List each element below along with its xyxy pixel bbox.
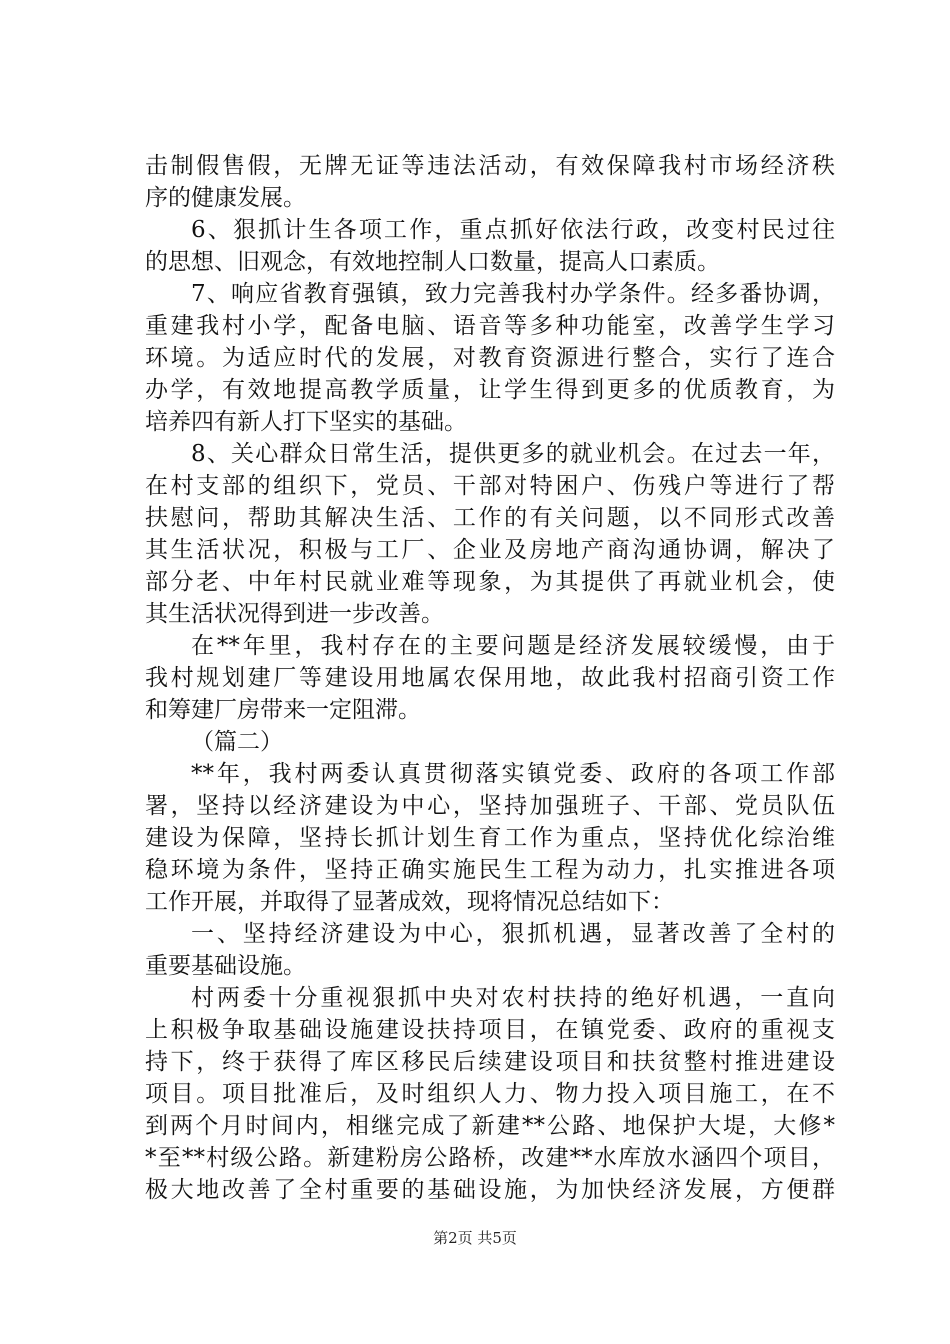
page-number-footer: 第2页 共5页 <box>433 1229 517 1247</box>
text-line: 重建我村小学，配备电脑、语音等多种功能室，改善学生学习 <box>145 313 835 339</box>
text-line: 扶慰问，帮助其解决生活、工作的有关问题，以不同形式改善 <box>145 505 835 531</box>
text-line: 建设为保障，坚持长抓计划生育工作为重点，坚持优化综治维 <box>145 825 835 851</box>
text-line: 环境。为适应时代的发展，对教育资源进行整合，实行了连合 <box>145 345 835 371</box>
text-line: 7、响应省教育强镇，致力完善我村办学条件。经多番协调， <box>191 281 835 307</box>
text-line: （篇二） <box>191 729 283 755</box>
text-line: 6、狠抓计生各项工作，重点抓好依法行政，改变村民过往 <box>191 217 835 243</box>
text-line: 序的健康发展。 <box>145 185 306 211</box>
text-line: 击制假售假，无牌无证等违法活动，有效保障我村市场经济秩 <box>145 153 835 179</box>
text-line: 的思想、旧观念，有效地控制人口数量，提高人口素质。 <box>145 249 720 275</box>
text-line: 其生活状况得到进一步改善。 <box>145 601 444 627</box>
text-line: 署，坚持以经济建设为中心，坚持加强班子、干部、党员队伍 <box>145 793 835 819</box>
text-line: 在村支部的组织下，党员、干部对特困户、伤残户等进行了帮 <box>145 473 835 499</box>
text-line: 稳环境为条件，坚持正确实施民生工程为动力，扎实推进各项 <box>145 857 835 883</box>
text-line: 到两个月时间内，相继完成了新建**公路、地保护大堤，大修* <box>145 1113 835 1139</box>
text-line: 其生活状况，积极与工厂、企业及房地产商沟通协调，解决了 <box>145 537 835 563</box>
text-line: 项目。项目批准后，及时组织人力、物力投入项目施工，在不 <box>145 1081 835 1107</box>
text-line: 部分老、中年村民就业难等现象，为其提供了再就业机会，使 <box>145 569 835 595</box>
text-line: 一、坚持经济建设为中心，狠抓机遇，显著改善了全村的 <box>191 921 835 947</box>
text-line: 8、关心群众日常生活，提供更多的就业机会。在过去一年， <box>191 441 835 467</box>
document-body <box>145 150 835 1206</box>
text-line: 工作开展，并取得了显著成效，现将情况总结如下： <box>145 889 674 915</box>
text-line: 重要基础设施。 <box>145 953 306 979</box>
text-line: **年，我村两委认真贯彻落实镇党委、政府的各项工作部 <box>191 761 835 787</box>
text-line: 培养四有新人打下坚实的基础。 <box>145 409 467 435</box>
text-line: 极大地改善了全村重要的基础设施，为加快经济发展，方便群 <box>145 1177 835 1203</box>
text-line: 村两委十分重视狠抓中央对农村扶持的绝好机遇，一直向 <box>191 985 835 1011</box>
text-line: 我村规划建厂等建设用地属农保用地，故此我村招商引资工作 <box>145 665 835 691</box>
text-line: 办学，有效地提高教学质量，让学生得到更多的优质教育，为 <box>145 377 835 403</box>
text-line: 和筹建厂房带来一定阻滞。 <box>145 697 421 723</box>
text-line: 上积极争取基础设施建设扶持项目，在镇党委、政府的重视支 <box>145 1017 835 1043</box>
text-line: 持下，终于获得了库区移民后续建设项目和扶贫整村推进建设 <box>145 1049 835 1075</box>
text-line: 在**年里，我村存在的主要问题是经济发展较缓慢，由于 <box>191 633 835 659</box>
text-line: *至**村级公路。新建粉房公路桥，改建**水库放水涵四个项目， <box>145 1145 835 1171</box>
